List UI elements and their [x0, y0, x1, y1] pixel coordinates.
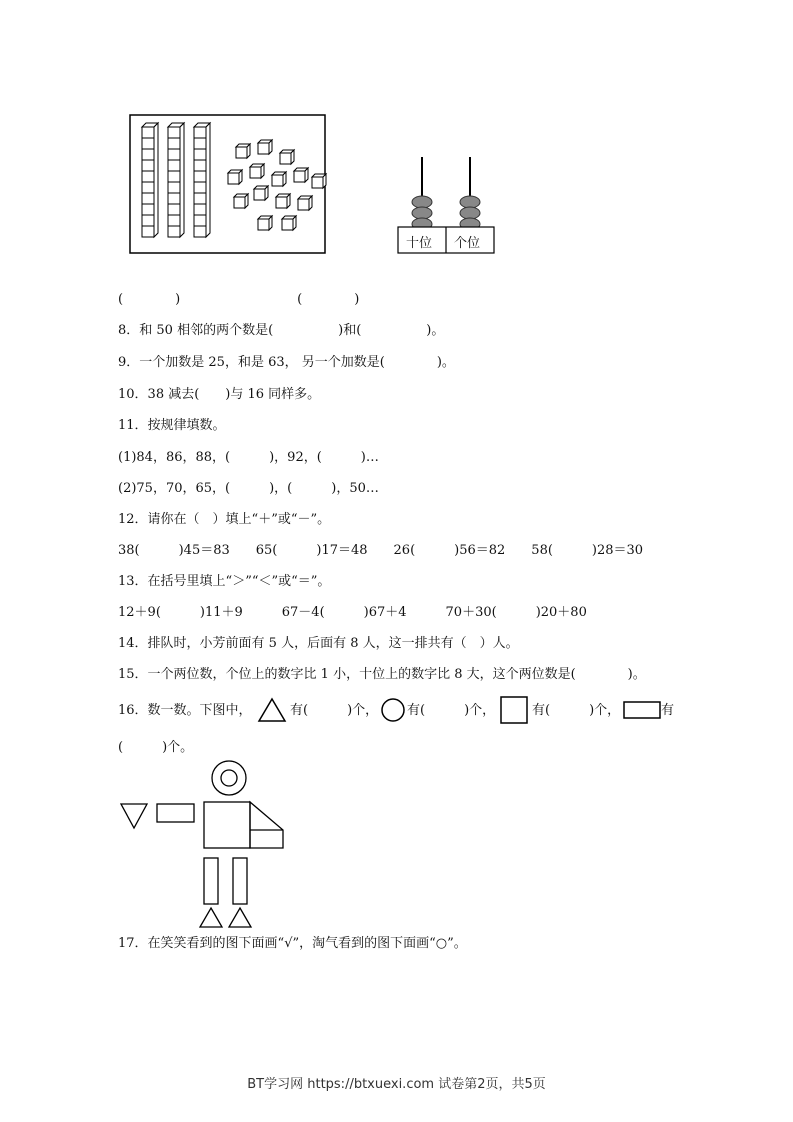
- unit-cube: [236, 144, 250, 158]
- question-12: 12．请你在（ ）填上“＋”或“－”。: [118, 512, 331, 527]
- question-15: 15．一个两位数，个位上的数字比 1 小，十位上的数字比 8 大，这个两位数是( )。: [118, 667, 646, 682]
- question-9: 9．一个加数是 25，和是 63， 另一个加数是( )。: [118, 355, 455, 370]
- question-16-circle-text: 有( )个，: [407, 703, 496, 718]
- abacus-figure: [396, 155, 496, 255]
- rectangle-icon: [623, 701, 661, 719]
- unit-cube: [280, 150, 294, 164]
- shapes-robot-figure: [118, 760, 293, 932]
- question-16-triangle-text: 有( )个，: [290, 703, 379, 718]
- circle-icon: [380, 697, 406, 723]
- unit-cube: [298, 196, 312, 210]
- question-17: 17．在笑笑看到的图下面画“√”，淘气看到的图下面画“○”。: [118, 936, 467, 951]
- unit-cube: [258, 140, 272, 154]
- unit-cube: [228, 170, 242, 184]
- question-16: [118, 703, 688, 727]
- base-ten-blocks-figure: [130, 115, 330, 257]
- question-16-rectangle-text: 有: [661, 703, 675, 718]
- question-11: 11．按规律填数。: [118, 418, 226, 433]
- unit-cube: [282, 216, 296, 230]
- abacus-label-ones: 个位: [454, 236, 481, 251]
- unit-cube: [234, 194, 248, 208]
- triangle-icon: [257, 697, 287, 723]
- question-16-line-2: ( )个。: [118, 740, 194, 755]
- answer-blanks-row: ( ) ( ): [118, 292, 360, 307]
- unit-cube: [312, 174, 326, 188]
- square-icon: [500, 696, 528, 724]
- question-11-part-2: (2)75，70，65，( )，( )，50…: [118, 481, 379, 496]
- unit-cube: [272, 172, 286, 186]
- unit-cube: [294, 168, 308, 182]
- unit-cube: [250, 164, 264, 178]
- question-16-square-text: 有( )个，: [532, 703, 621, 718]
- question-11-part-1: (1)84，86，88，( )，92，( )…: [118, 450, 379, 465]
- question-14: 14．排队时，小芳前面有 5 人，后面有 8 人，这一排共有（ ）人。: [118, 636, 519, 651]
- ten-rod: [194, 123, 210, 237]
- unit-cube: [254, 186, 268, 200]
- question-13: 13．在括号里填上“＞”“＜”或“＝”。: [118, 574, 331, 589]
- question-8: 8．和 50 相邻的两个数是( )和( )。: [118, 323, 445, 338]
- ten-rod: [168, 123, 184, 237]
- question-12-items: 38( )45＝83 65( )17＝48 26( )56＝82 58( )28＝30: [118, 543, 644, 558]
- unit-cube: [276, 194, 290, 208]
- page-footer: BT学习网 https://btxuexi.com 试卷第2页，共5页: [247, 1077, 546, 1092]
- question-16-prefix: 16．数一数。下图中，: [118, 703, 252, 718]
- question-10: 10．38 减去( )与 16 同样多。: [118, 387, 321, 402]
- ten-rod: [142, 123, 158, 237]
- unit-cube: [258, 216, 272, 230]
- abacus-label-tens: 十位: [406, 236, 433, 251]
- question-13-items: 12＋9( )11＋9 67－4( )67＋4 70＋30( )20＋80: [118, 605, 587, 620]
